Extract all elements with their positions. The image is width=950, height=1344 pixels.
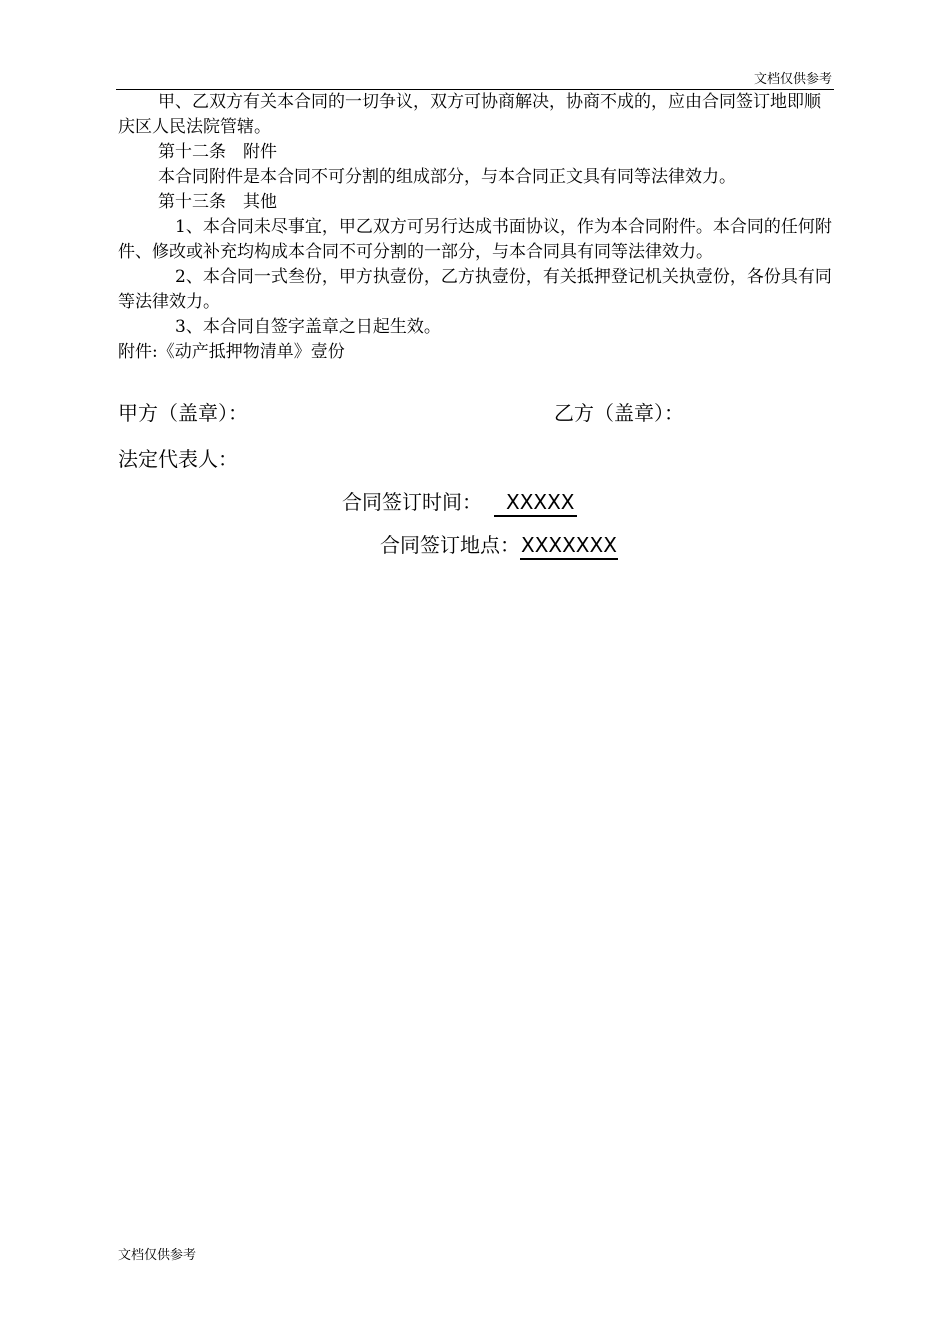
signing-place-label: 合同签订地点： bbox=[380, 533, 520, 557]
signing-time-value: XXXXX bbox=[494, 489, 577, 517]
dispute-clause: 甲、乙双方有关本合同的一切争议，双方可协商解决，协商不成的，应由合同签订地即顺庆区人民法院管辖。 bbox=[118, 92, 821, 137]
article-13-item-2: 2、本合同一式叁份，甲方执壹份，乙方执壹份，有关抵押登记机关执壹份，各份具有同等法律效力。 bbox=[118, 267, 832, 312]
signing-place-value: XXXXXXX bbox=[520, 532, 618, 560]
party-a-seal-label: 甲方（盖章）： bbox=[118, 401, 248, 425]
party-seal-row bbox=[118, 398, 834, 428]
article-12-title: 第十二条 附件 bbox=[158, 142, 277, 162]
signing-time-label: 合同签订时间： bbox=[342, 490, 482, 514]
article-13-item-3: 3、本合同自签字盖章之日起生效。 bbox=[175, 317, 441, 337]
party-b-seal-label: 乙方（盖章）： bbox=[554, 401, 684, 425]
footer-note: 文档仅供参考 bbox=[118, 1248, 197, 1263]
header-note: 文档仅供参考 bbox=[753, 72, 832, 87]
legal-representative-label: 法定代表人： bbox=[118, 447, 238, 471]
article-13-item-1: 1、本合同未尽事宜，甲乙双方可另行达成书面协议，作为本合同附件。本合同的任何附件、修改或补充均构成本合同不可分割的一部分，与本合同具有同等法律效力。 bbox=[118, 217, 832, 262]
signing-place-line bbox=[380, 530, 618, 560]
document-body bbox=[118, 90, 834, 365]
attachment-line: 附件:《动产抵押物清单》壹份 bbox=[118, 342, 345, 362]
signing-time-line bbox=[342, 487, 577, 517]
article-13-title: 第十三条 其他 bbox=[158, 192, 277, 212]
article-12-text: 本合同附件是本合同不可分割的组成部分，与本合同正文具有同等法律效力。 bbox=[158, 167, 736, 187]
